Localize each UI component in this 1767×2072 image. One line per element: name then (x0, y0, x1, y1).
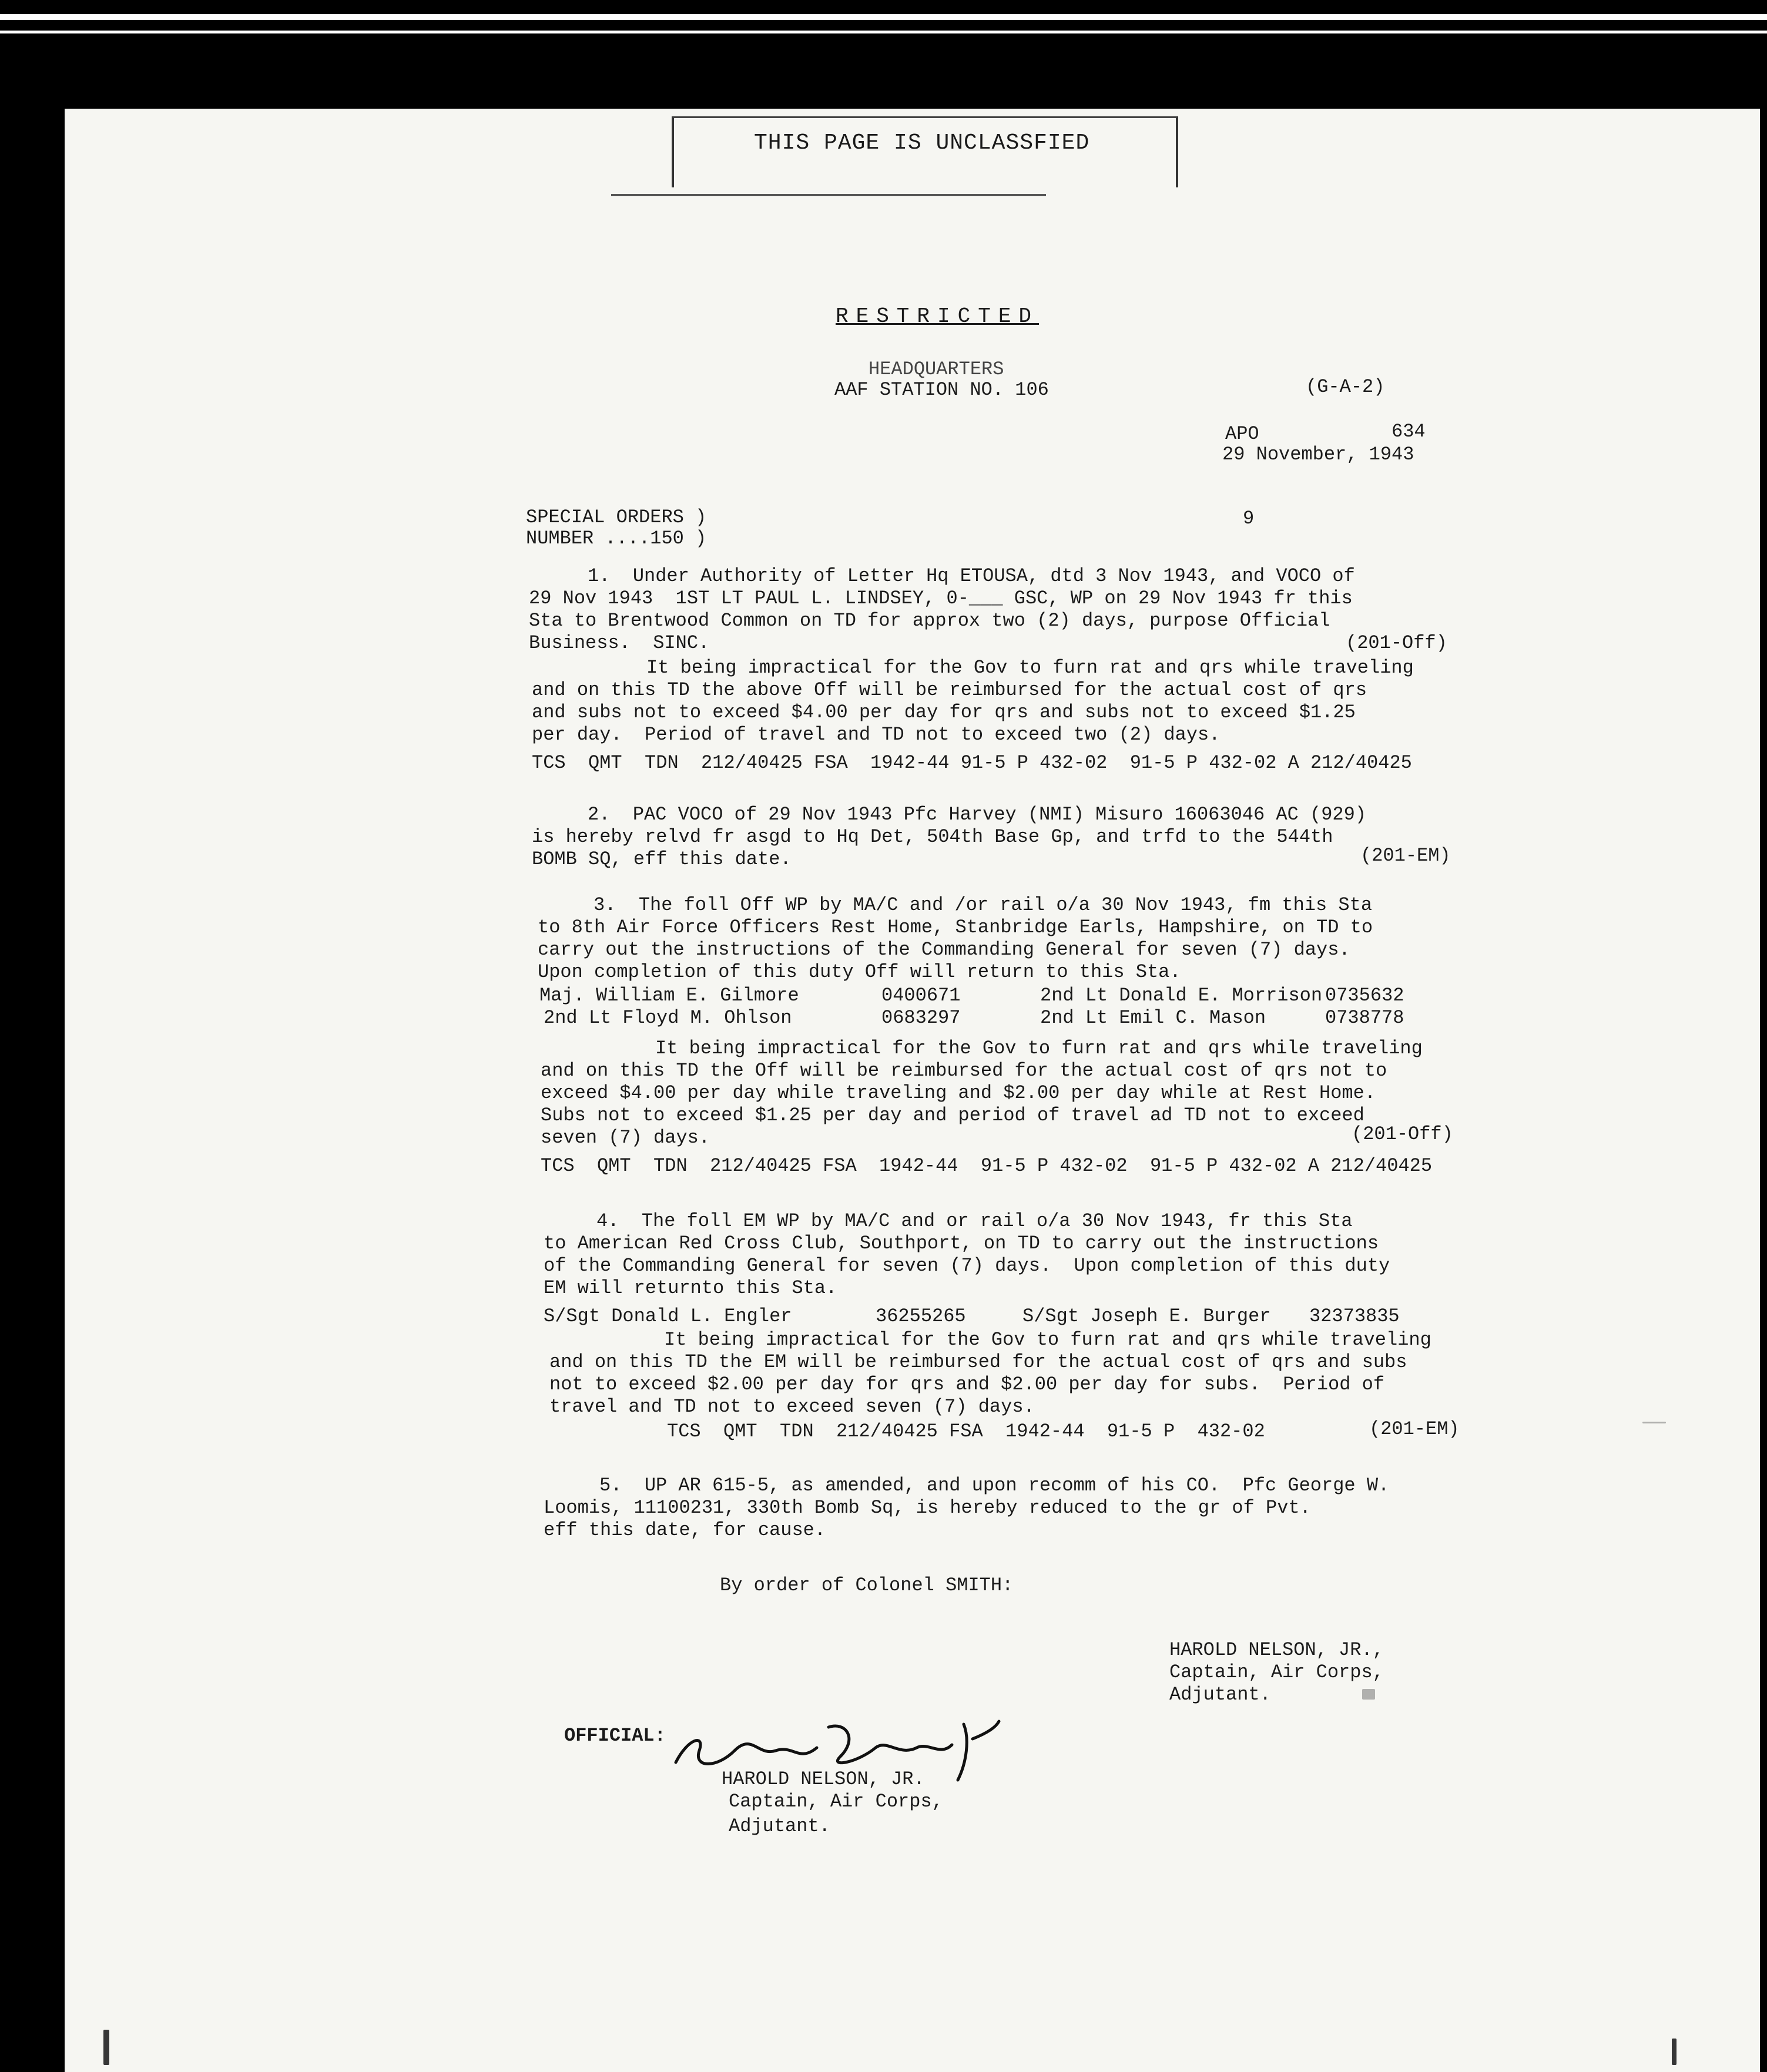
p3-reimb-3: exceed $4.00 per day while traveling and $2.00 per day while at Rest Home. (541, 1082, 1376, 1104)
officer-name-4: 2nd Lt Emil C. Mason (1040, 1007, 1266, 1029)
p4-reimb-1: It being impractical for the Gov to furn rat and qrs while traveling (664, 1329, 1431, 1351)
scan-speck (103, 2030, 109, 2065)
p5-line-2: Loomis, 11100231, 330th Bomb Sq, is hereby reduced to the gr of Pvt. (544, 1497, 1311, 1519)
signer-name: HAROLD NELSON, JR., (1169, 1639, 1384, 1661)
scan-border-line (0, 31, 1767, 33)
by-order-line: By order of Colonel SMITH: (720, 1574, 1014, 1596)
p1-line-4: Business. SINC. (529, 632, 710, 654)
enlisted-serial-1: 36255265 (876, 1305, 966, 1327)
official-name: HAROLD NELSON, JR. (722, 1768, 925, 1790)
p4-reimb-3: not to exceed $2.00 per day for qrs and $2.00 per day for subs. Period of (549, 1374, 1385, 1395)
p1-funds: TCS QMT TDN 212/40425 FSA 1942-44 91-5 P 432-02 91-5 P 432-02 A 212/40425 (532, 752, 1412, 774)
p4-reimb-2: and on this TD the EM will be reimbursed for the actual cost of qrs and subs (549, 1351, 1407, 1373)
p3-line-1: 3. The foll Off WP by MA/C and /or rail o/a 30 Nov 1943, fm this Sta (594, 894, 1373, 916)
p4-line-2: to American Red Cross Club, Southport, on TD to carry out the instructions (544, 1233, 1379, 1254)
scan-speck (1672, 2039, 1677, 2065)
p1-line-3: Sta to Brentwood Common on TD for approx two (2) days, purpose Official (529, 610, 1330, 632)
enlisted-serial-2: 32373835 (1309, 1305, 1400, 1327)
officer-name-2: 2nd Lt Donald E. Morrison (1040, 985, 1323, 1006)
p3-reimb-4: Subs not to exceed $1.25 per day and period of travel ad TD not to exceed (541, 1104, 1364, 1126)
p4-ref: (201-EM) (1369, 1418, 1460, 1440)
officer-serial-3: 0683297 (881, 1007, 961, 1029)
p1-ref: (201-Off) (1346, 632, 1447, 654)
p3-line-3: carry out the instructions of the Commanding General for seven (7) days. (538, 939, 1350, 961)
p1-reimb-3: and subs not to exceed $4.00 per day for qrs and subs not to exceed $1.25 (532, 701, 1356, 723)
hq-line-2: AAF STATION NO. 106 (834, 379, 1049, 401)
hq-line-1: HEADQUARTERS (869, 358, 1004, 380)
scan-speck (1642, 1422, 1666, 1423)
p1-reimb-4: per day. Period of travel and TD not to exceed two (2) days. (532, 724, 1221, 745)
p3-line-2: to 8th Air Force Officers Rest Home, Stanbridge Earls, Hampshire, on TD to (538, 916, 1373, 938)
p4-funds: TCS QMT TDN 212/40425 FSA 1942-44 91-5 P 432-02 (667, 1420, 1265, 1442)
p4-line-1: 4. The foll EM WP by MA/C and or rail o/a 30 Nov 1943, fr this Sta (596, 1210, 1353, 1232)
p4-reimb-4: travel and TD not to exceed seven (7) days. (549, 1396, 1035, 1418)
officer-name-3: 2nd Lt Floyd M. Ohlson (544, 1007, 792, 1029)
officer-serial-1: 0400671 (881, 985, 961, 1006)
p1-line-2: 29 Nov 1943 1ST LT PAUL L. LINDSEY, 0-___ GSC, WP on 29 Nov 1943 fr this (529, 587, 1353, 609)
apo-label: APO (1225, 423, 1259, 445)
order-number-line: NUMBER ....150 ) (526, 528, 707, 549)
scan-border-line (0, 14, 1767, 20)
p3-reimb-5: seven (7) days. (541, 1127, 710, 1149)
officer-name-1: Maj. William E. Gilmore (539, 985, 799, 1006)
official-title: Adjutant. (729, 1815, 830, 1837)
enlisted-name-2: S/Sgt Joseph E. Burger (1022, 1305, 1271, 1327)
banner-underline (611, 194, 1046, 196)
restricted-heading: RESTRICTED (836, 304, 1040, 328)
p3-funds: TCS QMT TDN 212/40425 FSA 1942-44 91-5 P 432-02 91-5 P 432-02 A 212/40425 (541, 1155, 1433, 1177)
p4-line-4: EM will returnto this Sta. (544, 1277, 837, 1299)
p3-reimb-2: and on this TD the Off will be reimbursed for the actual cost of qrs not to (541, 1060, 1387, 1082)
page-mark: 9 (1243, 508, 1255, 529)
p2-line-1: 2. PAC VOCO of 29 Nov 1943 Pfc Harvey (NMI) Misuro 16063046 AC (929) (588, 804, 1367, 825)
p3-reimb-1: It being impractical for the Gov to furn rat and qrs while traveling (655, 1037, 1423, 1059)
special-orders-line: SPECIAL ORDERS ) (526, 506, 707, 528)
p2-ref: (201-EM) (1360, 845, 1451, 867)
official-rank: Captain, Air Corps, (729, 1791, 943, 1812)
order-date: 29 November, 1943 (1222, 444, 1414, 465)
p1-line-1: 1. Under Authority of Letter Hq ETOUSA, dtd 3 Nov 1943, and VOCO of (588, 565, 1355, 587)
p3-ref: (201-Off) (1352, 1123, 1453, 1145)
signer-rank: Captain, Air Corps, (1169, 1661, 1384, 1683)
p2-line-2: is hereby relvd fr asgd to Hq Det, 504th Base Gp, and trfd to the 544th (532, 826, 1333, 848)
apo-number: 634 (1392, 421, 1426, 442)
enlisted-name-1: S/Sgt Donald L. Engler (544, 1305, 792, 1327)
p5-line-1: 5. UP AR 615-5, as amended, and upon recomm of his CO. Pfc George W. (599, 1475, 1390, 1496)
p5-line-3: eff this date, for cause. (544, 1519, 826, 1541)
p2-line-3: BOMB SQ, eff this date. (532, 848, 792, 870)
officer-serial-4: 0738778 (1325, 1007, 1404, 1029)
file-code: (G-A-2) (1306, 376, 1385, 398)
unclassified-banner: THIS PAGE IS UNCLASSFIED (754, 130, 1090, 156)
p3-line-4: Upon completion of this duty Off will return to this Sta. (538, 961, 1181, 983)
signer-title: Adjutant. (1169, 1684, 1271, 1705)
p4-line-3: of the Commanding General for seven (7) days. Upon completion of this duty (544, 1255, 1390, 1277)
officer-serial-2: 0735632 (1325, 985, 1404, 1006)
official-label: OFFICIAL: (564, 1725, 666, 1747)
p1-reimb-2: and on this TD the above Off will be reimbursed for the actual cost of qrs (532, 679, 1367, 701)
p1-reimb-1: It being impractical for the Gov to furn rat and qrs while traveling (646, 657, 1414, 679)
scan-speck (1362, 1689, 1375, 1700)
